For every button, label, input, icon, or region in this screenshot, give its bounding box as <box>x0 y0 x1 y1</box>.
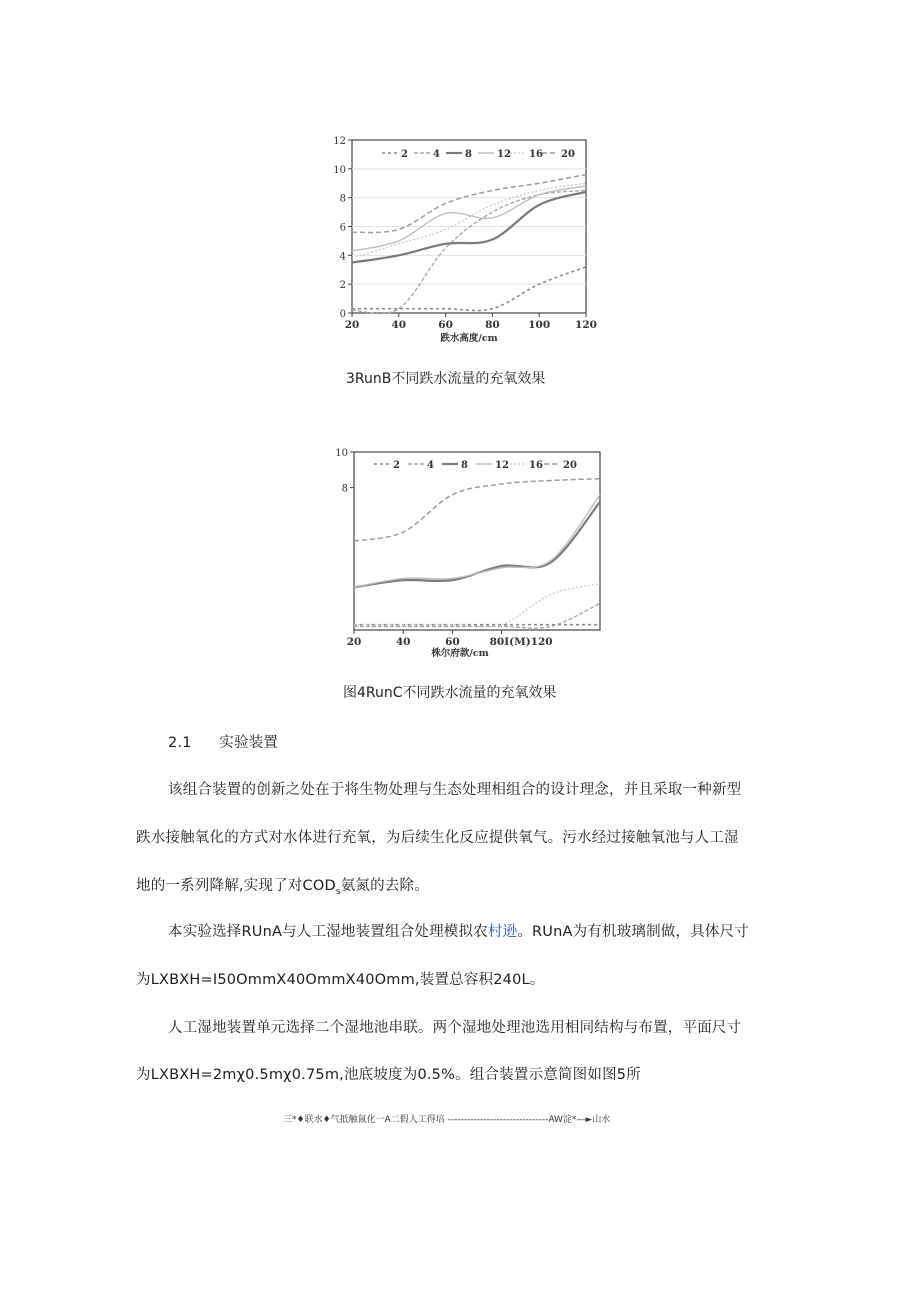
paragraph-1-line-3-text-b: 氨氮的去除。 <box>340 878 429 894</box>
paragraph-3-line-2: 为LXBXH=2mχ0.5mχ0.75m,池底坡度为0.5%。组合装置示意简图如图5所 <box>136 1067 641 1083</box>
section-number: 2.1 <box>168 735 192 751</box>
figure3-chart <box>330 128 600 350</box>
figure3-ytick-label: 8 <box>339 193 346 205</box>
figure3-ytick-label: 4 <box>339 251 346 263</box>
figure4-series-20-line <box>354 479 600 541</box>
figure4-ytick-label: 10 <box>335 448 348 459</box>
figure3-xtick-label: 80 <box>485 319 500 331</box>
figure3-series-12-line <box>352 186 586 251</box>
figure3-series-20-line <box>352 175 586 233</box>
figure3-series-4-line <box>352 191 586 314</box>
paragraph-2-text-b: 。RUnA为有机玻璃制做，具体尺寸 <box>517 924 750 940</box>
figure4-series-8-line <box>354 502 600 588</box>
figure4-plot-frame <box>354 452 600 630</box>
figure3-xtick-label: 20 <box>344 319 360 331</box>
figure3-xtick-label: 60 <box>438 319 453 331</box>
figure3-xtick-label: 40 <box>391 319 407 331</box>
figure3-legend-label-12: 12 <box>497 149 511 160</box>
paragraph-2-text-a: 本实验选择RUnA与人工湿地装置组合处理模拟农 <box>168 924 488 940</box>
paragraph-2-line-1 <box>168 920 749 941</box>
figure3-ytick-label: 6 <box>339 222 346 234</box>
figure3-caption: 3RunB不同跌水流量的充氧效果 <box>346 371 546 387</box>
figure3-xlabel: 跌水高度/cm <box>440 333 498 344</box>
figure3-legend-label-4: 4 <box>433 149 440 160</box>
figure4-chart <box>330 440 605 662</box>
figure4-legend-label-20: 20 <box>563 460 577 471</box>
figure3-xtick-label: 100 <box>528 319 551 331</box>
figure3-ytick-label: 10 <box>333 164 346 176</box>
paragraph-2-link[interactable]: 村逊 <box>487 924 518 940</box>
figure4-series-12-line <box>354 495 600 588</box>
figure3-ytick-label: 0 <box>339 309 346 320</box>
paragraph-1-line-1: 该组合装置的创新之处在于将生物处理与生态处理相组合的设计理念，并且采取一种新型 <box>168 782 742 798</box>
figure4-xtick-label: 20 <box>346 636 362 648</box>
figure4-caption: 图4RunC不同跌水流量的充氧效果 <box>343 685 557 701</box>
figure4-xtick-label: 60 <box>445 636 460 648</box>
paragraph-3-line-1: 人工湿地装置单元选择二个湿地池串联。两个湿地处理池选用相同结构与布置，平面尺寸 <box>168 1020 742 1036</box>
paragraph-1-line-3 <box>136 874 429 897</box>
figure4-xlabel: 株尔府款/cm <box>431 648 489 659</box>
paragraph-1-line-3-text-a: 地的一系列降解,实现了对COD <box>136 878 336 894</box>
figure4-legend-label-12: 12 <box>495 460 509 471</box>
figure3-xtick-label: 120 <box>575 319 597 331</box>
figure4-xtick-label: 80I(M)120 <box>489 636 553 648</box>
figure4-legend-label-4: 4 <box>427 460 434 471</box>
figure4-series-16-line <box>354 584 600 627</box>
section-title: 实验装置 <box>219 735 279 751</box>
figure3-series-16-line <box>352 183 586 258</box>
figure4-legend-label-8: 8 <box>461 460 468 471</box>
figure3-legend-label-20: 20 <box>561 149 575 160</box>
figure4-legend-label-16: 16 <box>529 460 543 471</box>
figure3-legend-label-2: 2 <box>401 149 408 160</box>
figure4-ytick-label: 8 <box>341 483 348 495</box>
figure3-legend-label-16: 16 <box>529 149 543 160</box>
section-heading <box>168 731 278 752</box>
figure4-legend-label-2: 2 <box>393 460 400 471</box>
figure3-ytick-label: 12 <box>333 136 346 147</box>
cod-subscript: s <box>335 886 341 897</box>
figure5-diagram-label: 三*♦联水♦气抵触氤化一A二假人工得培 -------------------------------AW淀*—►山水 <box>283 1115 611 1125</box>
figure3-series-2-line <box>352 267 586 311</box>
figure4-xtick-label: 40 <box>395 636 411 648</box>
figure3-legend-label-8: 8 <box>465 149 472 160</box>
paragraph-2-line-2: 为LXBXH=I50OmmX40OmmX40Omm,装置总容积240L。 <box>136 972 545 988</box>
paragraph-1-line-2: 跌水接触氧化的方式对水体进行充氧，为后续生化反应提供氧气。污水经过接触氧池与人工湿 <box>136 830 739 846</box>
figure3-ytick-label: 2 <box>339 280 346 292</box>
